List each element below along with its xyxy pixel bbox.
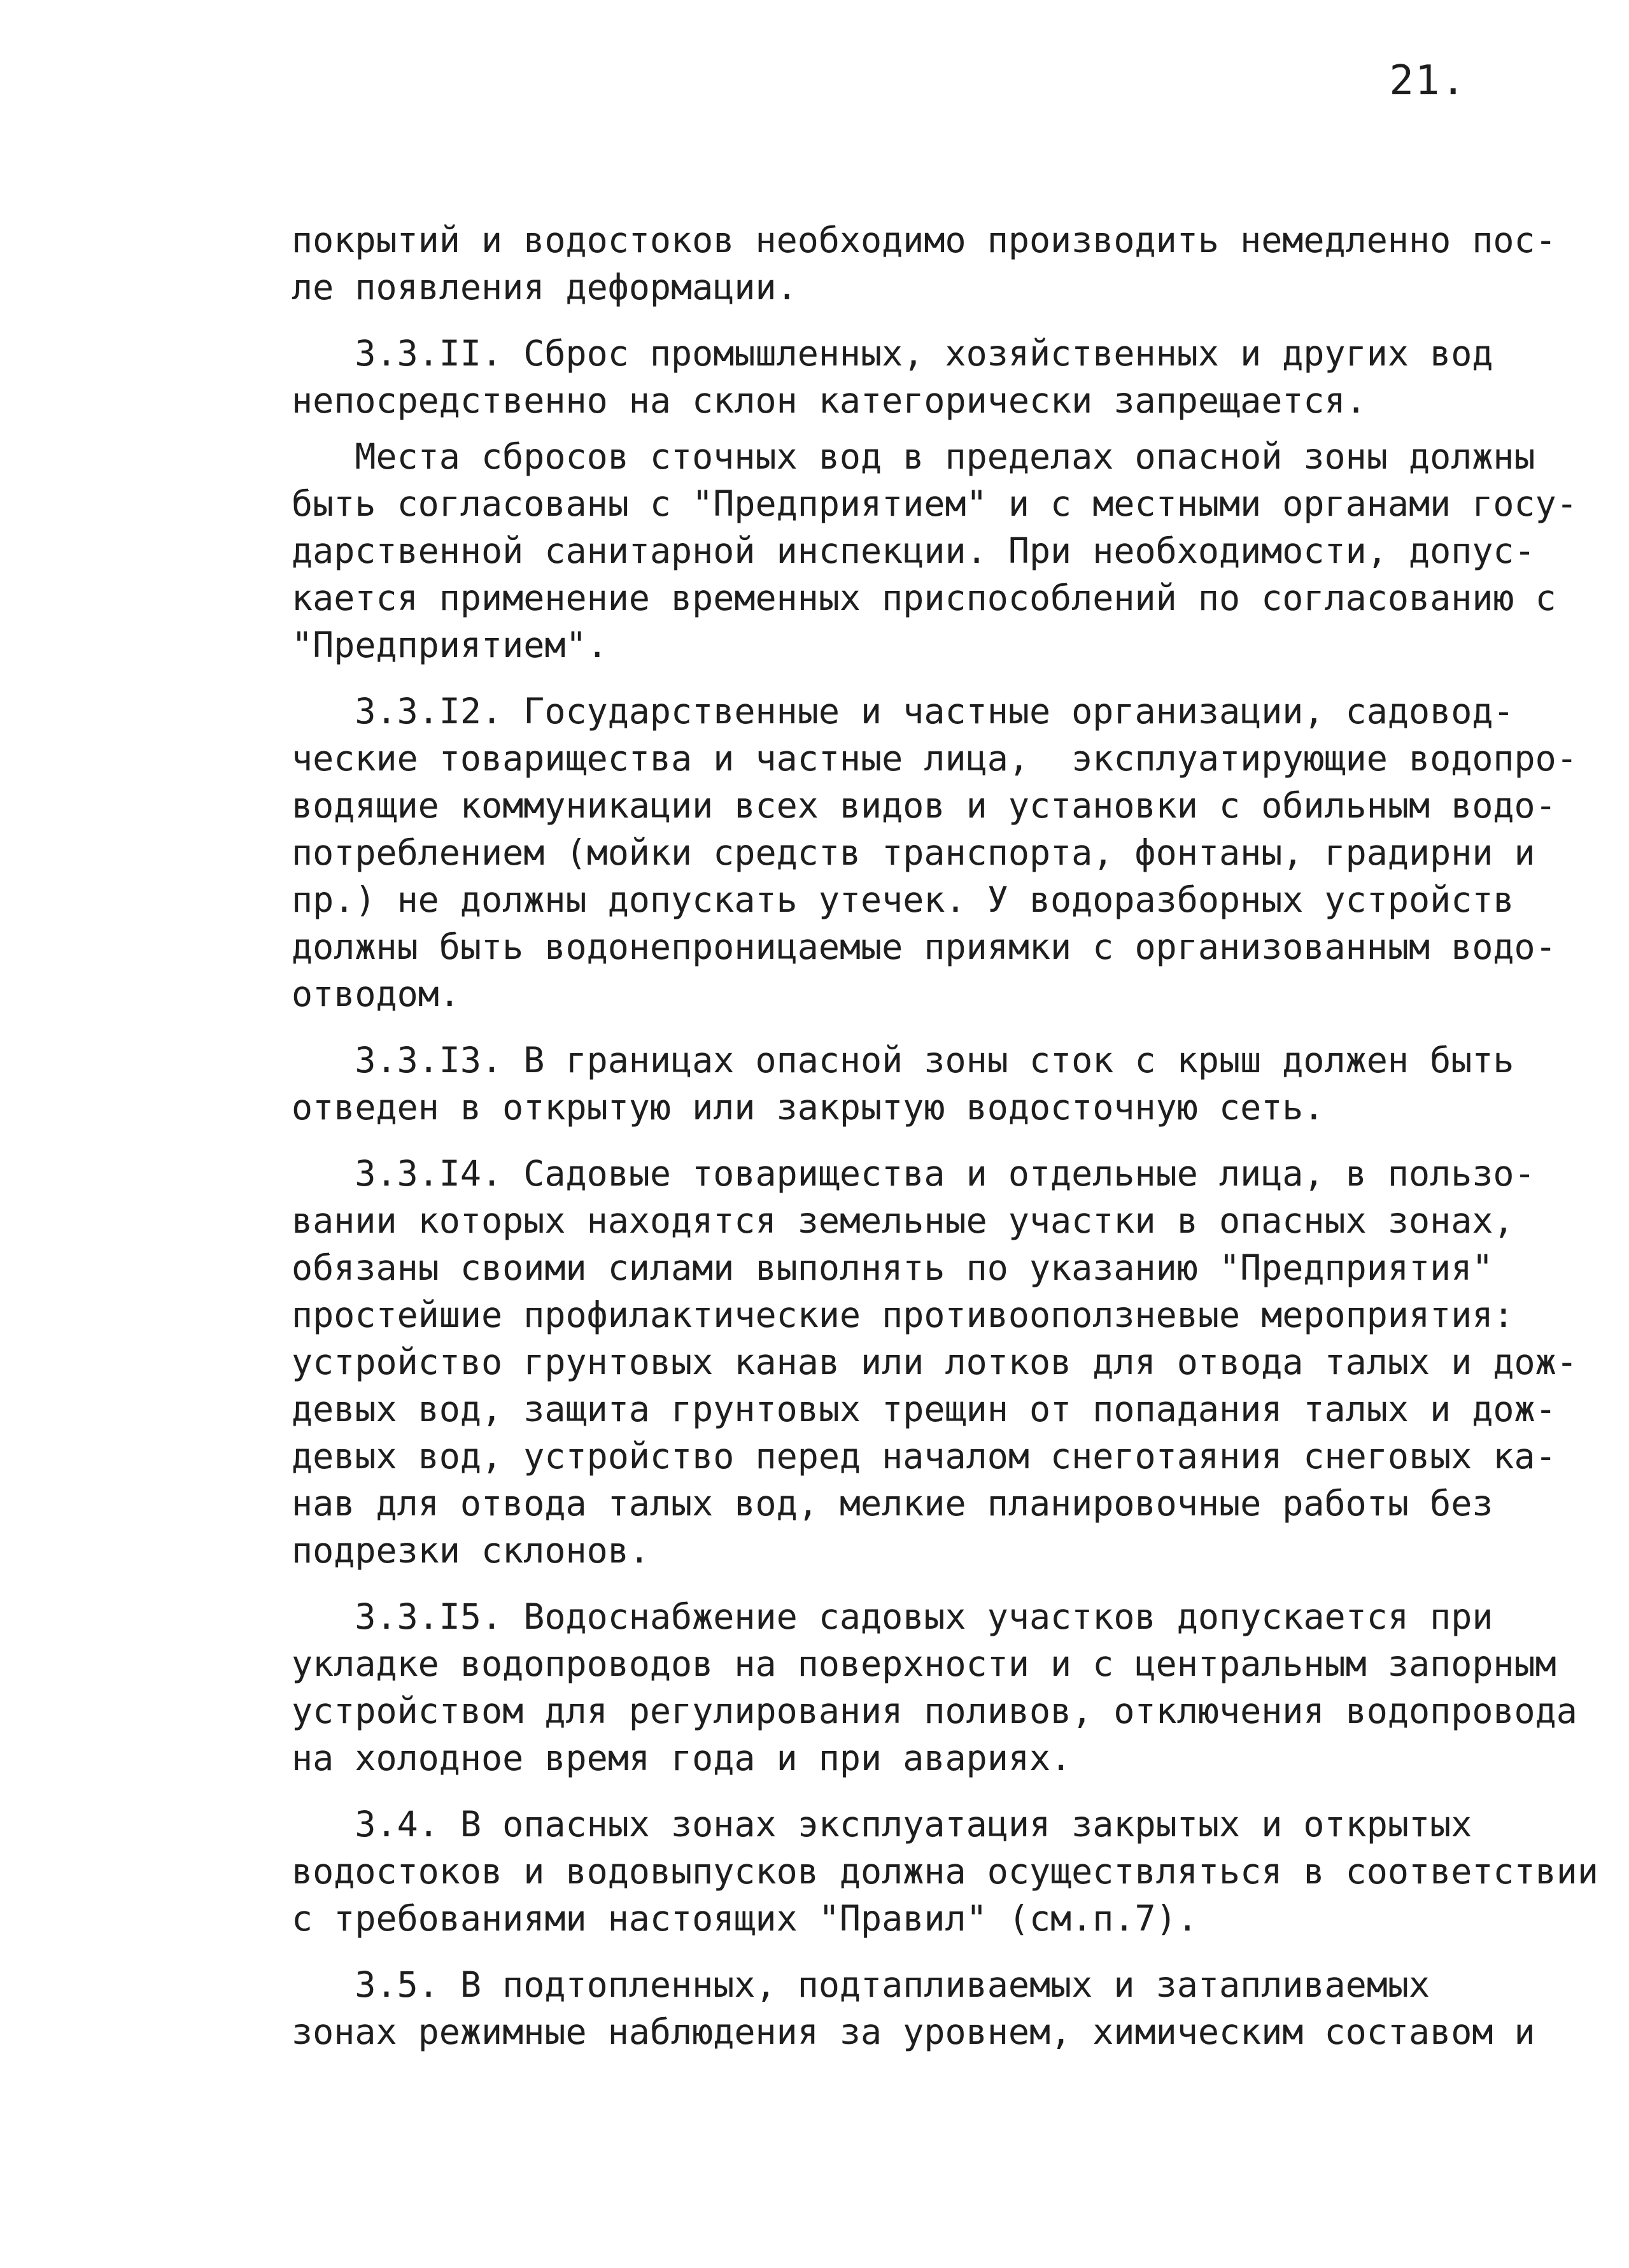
text-line: пр.) не должны допускать утечек. У водоразборных устройств xyxy=(292,879,1514,920)
text-line: 3.3.I3. В границах опасной зоны сток с крыш должен быть xyxy=(292,1040,1514,1081)
text-line: простейшие профилактические противооползневые мероприятия: xyxy=(292,1294,1514,1335)
text-line: отводом. xyxy=(292,974,460,1014)
text-line: отведен в открытую или закрытую водосточную сеть. xyxy=(292,1087,1325,1128)
text-line: 3.3.I5. Водоснабжение садовых участков допускается при xyxy=(292,1596,1493,1637)
paragraph-3-4 xyxy=(292,1801,1598,1942)
text-line: 3.5. В подтопленных, подтапливаемых и затапливаемых xyxy=(292,1964,1430,2005)
text-line: девых вод, устройство перед началом снеготаяния снеговых ка- xyxy=(292,1436,1556,1477)
text-line: нав для отвода талых вод, мелкие планировочные работы без xyxy=(292,1483,1493,1524)
text-line: подрезки склонов. xyxy=(292,1530,650,1571)
text-line: 3.3.II. Сброс промышленных, хозяйственных и других вод xyxy=(292,333,1493,374)
text-line: 3.4. В опасных зонах эксплуатация закрытых и открытых xyxy=(292,1804,1472,1845)
text-line: "Предприятием". xyxy=(292,625,608,665)
text-line: вании которых находятся земельные участки в опасных зонах, xyxy=(292,1200,1514,1241)
paragraph-3-3-11 xyxy=(292,330,1495,424)
text-line: покрытий и водостоков необходимо производить немедленно пос- xyxy=(292,220,1556,260)
paragraph-discharge-sites xyxy=(292,433,1577,669)
paragraph-3-3-15 xyxy=(292,1593,1577,1782)
text-line: должны быть водонепроницаемые приямки с организованным водо- xyxy=(292,926,1556,967)
text-line: обязаны своими силами выполнять по указанию "Предприятия" xyxy=(292,1247,1493,1288)
page-number: 21. xyxy=(1389,57,1467,104)
paragraph-3-3-13 xyxy=(292,1037,1514,1131)
paragraph-3-3-12 xyxy=(292,688,1577,1017)
text-line: с требованиями настоящих "Правил" (см.п.7). xyxy=(292,1898,1198,1939)
text-line: Места сбросов сточных вод в пределах опасной зоны должны xyxy=(292,436,1535,477)
text-line: устройство грунтовых канав или лотков для отвода талых и дож- xyxy=(292,1342,1577,1382)
text-line: на холодное время года и при авариях. xyxy=(292,1738,1072,1778)
text-line: ле появления деформации. xyxy=(292,267,798,308)
text-line: кается применение временных приспособлений по согласованию с xyxy=(292,578,1556,618)
text-line: девых вод, защита грунтовых трещин от попадания талых и дож- xyxy=(292,1389,1556,1429)
text-line: быть согласованы с "Предприятием" и с местными органами госу- xyxy=(292,483,1577,524)
text-line: ческие товарищества и частные лица, эксплуатирующие водопро- xyxy=(292,738,1577,779)
text-line: 3.3.I4. Садовые товарищества и отдельные лица, в пользо- xyxy=(292,1153,1535,1194)
text-line: непосредственно на склон категорически запрещается. xyxy=(292,380,1367,421)
paragraph-3-3-14 xyxy=(292,1150,1577,1574)
text-line: водящие коммуникации всех видов и установки с обильным водо- xyxy=(292,785,1556,826)
text-line: водостоков и водовыпусков должна осуществляться в соответствии xyxy=(292,1851,1598,1892)
text-line: устройством для регулирования поливов, отключения водопровода xyxy=(292,1690,1577,1731)
text-line: дарственной санитарной инспекции. При необходимости, допус- xyxy=(292,530,1535,571)
text-line: укладке водопроводов на поверхности и с центральным запорным xyxy=(292,1643,1556,1684)
paragraph-3-5 xyxy=(292,1961,1535,2055)
paragraph-deformation-repair xyxy=(292,216,1556,311)
text-line: 3.3.I2. Государственные и частные организации, садовод- xyxy=(292,691,1514,732)
document-body xyxy=(292,216,1598,2055)
text-line: зонах режимные наблюдения за уровнем, химическим составом и xyxy=(292,2011,1535,2052)
text-line: потреблением (мойки средств транспорта, фонтаны, градирни и xyxy=(292,832,1535,873)
